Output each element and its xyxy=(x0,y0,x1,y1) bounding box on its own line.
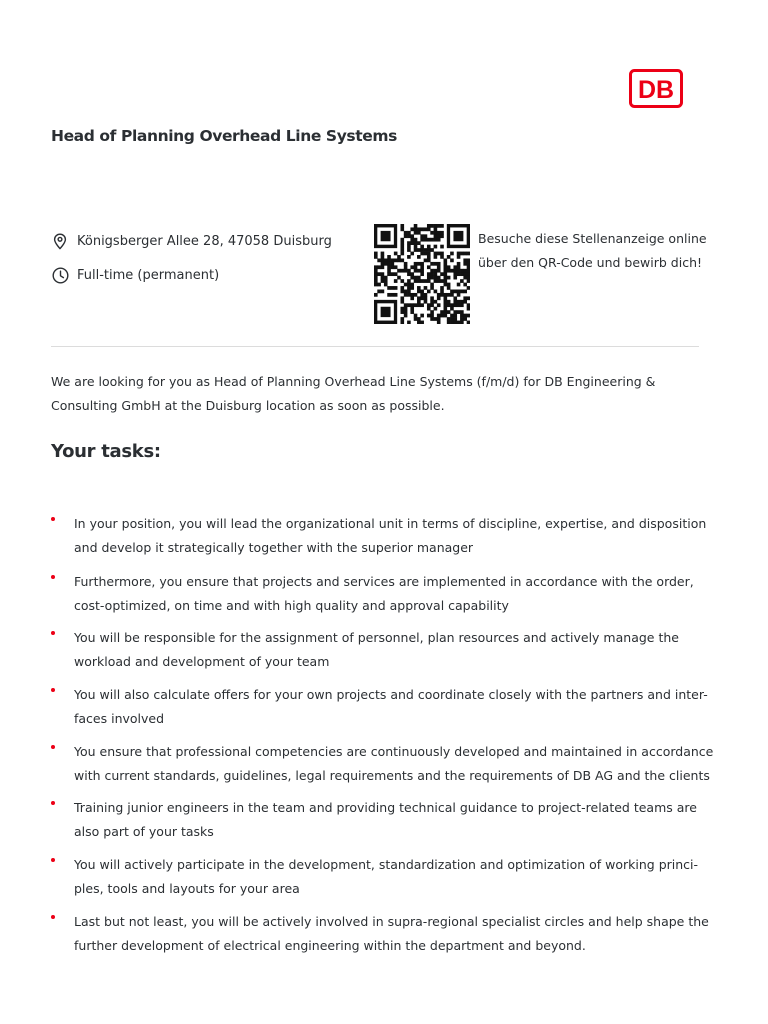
bullet-icon xyxy=(51,688,55,692)
task-list-item xyxy=(51,740,714,788)
task-line: Last but not least, you will be actively involved in supra-regional specialist circles and help shape the xyxy=(74,914,709,929)
task-list-item xyxy=(51,570,711,618)
bullet-icon xyxy=(51,575,55,579)
task-line: You will be responsible for the assignment of personnel, plan resources and actively manage the xyxy=(74,630,679,645)
map-pin-icon xyxy=(51,232,69,250)
qr-caption xyxy=(478,227,718,275)
intro-line: We are looking for you as Head of Planning Overhead Line Systems (f/m/d) for DB Engineering & xyxy=(51,374,656,389)
qr-caption-line: Besuche diese Stellenanzeige online xyxy=(478,231,707,246)
qr-code-image xyxy=(374,224,470,324)
intro-line: Consulting GmbH at the Duisburg location as soon as possible. xyxy=(51,398,445,413)
bullet-icon xyxy=(51,801,55,805)
task-line: also part of your tasks xyxy=(74,824,214,839)
task-list-item xyxy=(51,512,711,560)
qr-caption-line: über den QR-Code und bewirb dich! xyxy=(478,255,703,270)
task-list-item xyxy=(51,853,711,901)
task-line: You will actively participate in the development, standardization and optimization of working princi- xyxy=(74,857,699,872)
task-line: In your position, you will lead the organizational unit in terms of discipline, expertise, and disposition xyxy=(74,516,707,531)
job-contract-text: Full-time (permanent) xyxy=(77,267,220,283)
task-list-item xyxy=(51,626,711,674)
task-list-item xyxy=(51,910,711,958)
tasks-heading: Your tasks: xyxy=(51,441,161,462)
bullet-icon xyxy=(51,745,55,749)
clock-icon xyxy=(51,266,69,284)
job-title: Head of Planning Overhead Line Systems xyxy=(51,127,397,145)
db-logo xyxy=(629,69,683,108)
task-list-item xyxy=(51,796,711,844)
task-line: workload and development of your team xyxy=(74,654,330,669)
db-logo-mark xyxy=(629,69,683,108)
bullet-icon xyxy=(51,858,55,862)
qr-code[interactable] xyxy=(374,224,470,324)
task-line: Training junior engineers in the team and providing technical guidance to project-related teams are xyxy=(74,800,697,815)
db-logo-text: DB xyxy=(637,76,675,104)
job-location-text: Königsberger Allee 28, 47058 Duisburg xyxy=(77,233,332,249)
task-line: and develop it strategically together with the superior manager xyxy=(74,540,474,555)
task-line: You will also calculate offers for your own projects and coordinate closely with the partners and inter- xyxy=(74,687,708,702)
intro-paragraph xyxy=(51,370,701,418)
bullet-icon xyxy=(51,517,55,521)
task-line: You ensure that professional competencies are continuously developed and maintained in accordance xyxy=(74,744,714,759)
task-line: ples, tools and layouts for your area xyxy=(74,881,300,896)
job-contract xyxy=(51,266,219,284)
bullet-icon xyxy=(51,915,55,919)
task-list-item xyxy=(51,683,711,731)
job-location xyxy=(51,232,332,250)
divider xyxy=(51,346,699,347)
bullet-icon xyxy=(51,631,55,635)
task-line: faces involved xyxy=(74,711,165,726)
task-line: cost-optimized, on time and with high quality and approval capability xyxy=(74,598,509,613)
task-line: further development of electrical engineering within the department and beyond. xyxy=(74,938,586,953)
task-line: Furthermore, you ensure that projects and services are implemented in accordance with the order, xyxy=(74,574,694,589)
task-line: with current standards, guidelines, legal requirements and the requirements of DB AG and the clients xyxy=(74,768,710,783)
